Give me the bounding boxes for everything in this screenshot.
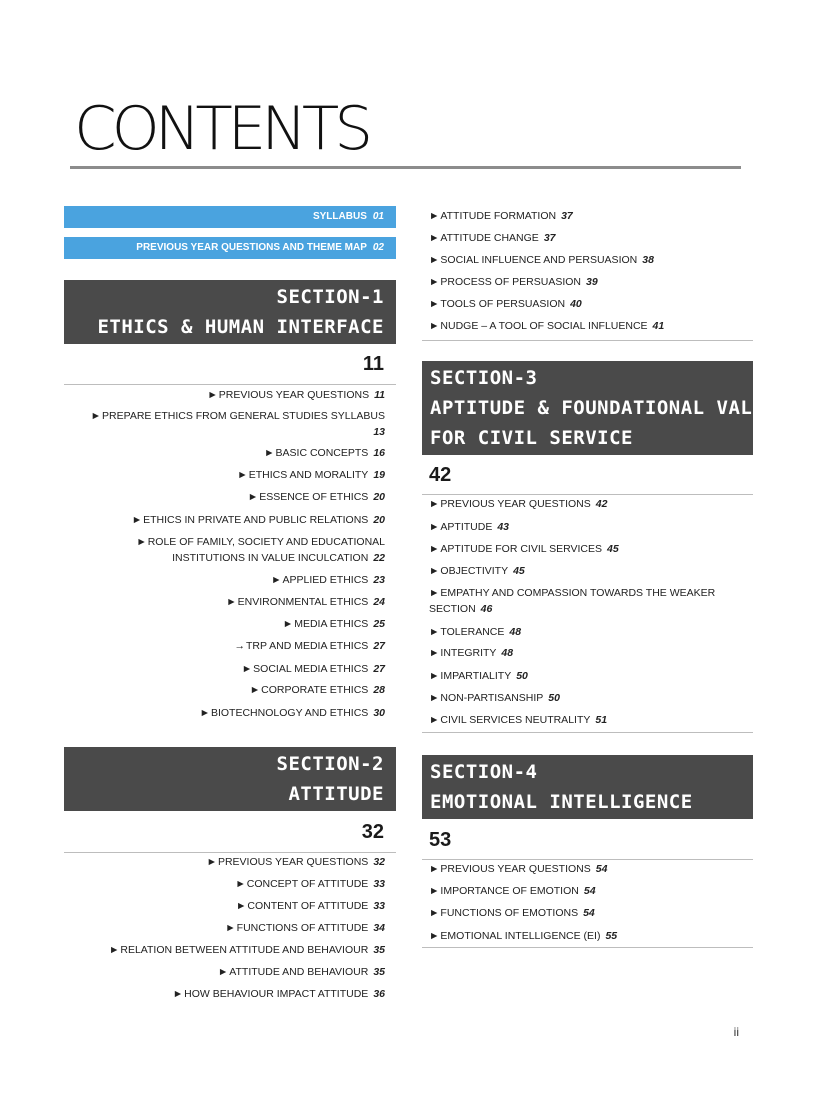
toc-entry[interactable] — [429, 645, 749, 661]
entry-page: 37 — [561, 210, 573, 222]
entry-label: TRP AND MEDIA ETHICS — [245, 640, 369, 652]
toc-entry[interactable] — [429, 563, 749, 579]
toc-entry[interactable] — [64, 661, 385, 677]
section-3-header — [422, 361, 789, 455]
entry-label: IMPORTANCE OF EMOTION — [440, 885, 579, 897]
toc-entry[interactable] — [64, 705, 385, 721]
divider — [64, 852, 396, 853]
divider — [422, 859, 753, 860]
toc-entry[interactable] — [64, 920, 385, 936]
entry-page: 35 — [373, 944, 385, 956]
entry-page: 48 — [509, 626, 522, 638]
arrow-icon: ► — [429, 885, 440, 897]
toc-entry[interactable] — [64, 964, 385, 980]
entry-page: 01 — [372, 211, 384, 222]
page-number: ii — [733, 1025, 739, 1039]
entry-label: TOOLS OF PERSUASION — [440, 298, 566, 310]
toc-entry[interactable] — [64, 467, 385, 483]
arrow-icon: ► — [429, 320, 440, 332]
toc-entry[interactable] — [64, 986, 385, 1002]
entry-page: 30 — [373, 707, 385, 719]
arrow-icon: ► — [241, 663, 253, 675]
arrow-icon: ► — [429, 626, 440, 638]
entry-page: 38 — [642, 254, 654, 266]
entry-label: CIVIL SERVICES NEUTRALITY — [440, 714, 591, 726]
arrow-icon: ► — [429, 298, 440, 310]
entry-page: 24 — [373, 596, 385, 608]
toc-entry[interactable] — [64, 854, 385, 870]
arrow-icon: ► — [429, 276, 440, 288]
entry-page: 51 — [595, 714, 608, 726]
entry-page: 43 — [497, 521, 510, 533]
entry-label: PREVIOUS YEAR QUESTIONS — [440, 863, 591, 875]
entry-label: ETHICS IN PRIVATE AND PUBLIC RELATIONS — [143, 514, 369, 526]
toc-entry[interactable] — [429, 905, 749, 921]
entry-page: 42 — [595, 498, 608, 510]
section-heading: SECTION-4 — [430, 761, 538, 783]
toc-entry[interactable] — [429, 541, 749, 557]
toc-entry[interactable] — [429, 230, 749, 246]
arrow-icon: ► — [271, 574, 282, 586]
entry-label: NUDGE – A TOOL OF SOCIAL INFLUENCE — [440, 320, 648, 332]
entry-label: CONCEPT OF ATTITUDE — [246, 878, 369, 890]
entry-page: 36 — [373, 988, 385, 1000]
arrow-icon: ► — [199, 707, 210, 719]
entry-page: 33 — [373, 878, 385, 890]
entry-label: FUNCTIONS OF ATTITUDE — [236, 922, 369, 934]
arrow-icon: ► — [264, 447, 275, 459]
divider — [422, 947, 753, 948]
toc-entry[interactable] — [64, 876, 385, 892]
arrow-icon: ► — [429, 210, 440, 222]
entry-label: SYLLABUS — [312, 211, 367, 222]
entry-label: RELATION BETWEEN ATTITUDE AND BEHAVIOUR — [120, 944, 369, 956]
toc-entry[interactable] — [64, 489, 385, 505]
toc-entry[interactable] — [64, 534, 385, 566]
section-3-page: 42 — [429, 464, 452, 486]
arrow-icon: ► — [225, 922, 236, 934]
arrow-icon: ► — [235, 878, 246, 890]
toc-entry[interactable] — [64, 594, 385, 610]
arrow-icon: ► — [429, 565, 440, 577]
entry-label: APTITUDE — [440, 521, 493, 533]
toc-entry[interactable] — [64, 898, 385, 914]
toc-entry[interactable] — [429, 318, 749, 334]
toc-entry[interactable] — [429, 668, 749, 684]
arrow-icon: ► — [429, 863, 440, 875]
arrow-icon: ► — [429, 930, 440, 942]
toc-entry[interactable] — [429, 690, 749, 706]
entry-page: 35 — [373, 966, 385, 978]
entry-label: ATTITUDE FORMATION — [440, 210, 557, 222]
entry-label-continued: SECTION — [429, 603, 476, 615]
toc-entry[interactable] — [429, 496, 749, 512]
entry-label: TOLERANCE — [440, 626, 505, 638]
divider — [422, 494, 753, 495]
arrow-icon: ► — [429, 587, 440, 599]
entry-label: ETHICS AND MORALITY — [248, 469, 369, 481]
toc-entry[interactable] — [64, 942, 385, 958]
entry-label: ENVIRONMENTAL ETHICS — [237, 596, 369, 608]
toc-entry[interactable] — [429, 712, 749, 728]
entry-label: IMPARTIALITY — [440, 670, 512, 682]
entry-page: 11 — [374, 389, 385, 401]
arrow-icon: ► — [207, 389, 218, 401]
entry-label: ROLE OF FAMILY, SOCIETY AND EDUCATIONAL — [147, 536, 385, 548]
entry-label: ESSENCE OF ETHICS — [259, 491, 369, 503]
entry-page: 33 — [373, 900, 385, 912]
toc-entry-pyq-theme-map[interactable] — [64, 237, 396, 259]
entry-label: INTEGRITY — [440, 647, 497, 659]
entry-page: 48 — [501, 647, 514, 659]
toc-entry[interactable] — [429, 585, 749, 617]
arrow-icon: ► — [429, 907, 440, 919]
entry-label: BIOTECHNOLOGY AND ETHICS — [210, 707, 369, 719]
entry-page: 32 — [373, 856, 385, 868]
arrow-icon: ► — [136, 536, 147, 548]
entry-label: PREVIOUS YEAR QUESTIONS — [217, 856, 369, 868]
entry-label: MEDIA ETHICS — [294, 618, 369, 630]
arrow-icon: ► — [429, 254, 440, 266]
toc-entry[interactable] — [64, 638, 385, 654]
toc-entry[interactable] — [429, 928, 749, 944]
toc-entry[interactable] — [429, 252, 749, 268]
entry-label: CONTENT OF ATTITUDE — [247, 900, 369, 912]
entry-page: 27 — [373, 663, 385, 675]
entry-page: 25 — [373, 618, 385, 630]
toc-entry[interactable] — [64, 445, 385, 461]
arrow-icon: ► — [249, 684, 261, 696]
toc-entry[interactable] — [64, 616, 385, 632]
entry-page: 40 — [570, 298, 582, 310]
entry-label: ATTITUDE CHANGE — [440, 232, 539, 244]
arrow-icon: ► — [172, 988, 184, 1000]
entry-page: 50 — [516, 670, 528, 682]
arrow-icon: ► — [282, 618, 294, 630]
entry-page: 46 — [480, 603, 493, 615]
entry-page: 13 — [373, 426, 385, 438]
toc-entry[interactable] — [429, 883, 749, 899]
section-subtitle: ATTITUDE — [288, 783, 384, 805]
entry-label: ATTITUDE AND BEHAVIOUR — [229, 966, 369, 978]
arrow-icon: ► — [429, 498, 440, 510]
arrow-icon: ► — [429, 692, 440, 704]
toc-entry[interactable] — [429, 274, 749, 290]
toc-entry-syllabus[interactable] — [64, 206, 396, 228]
entry-page: 54 — [583, 885, 596, 897]
entry-page: 55 — [605, 930, 618, 942]
entry-page: 02 — [372, 242, 384, 253]
section-heading: SECTION-1 — [276, 286, 384, 308]
entry-label: CORPORATE ETHICS — [261, 684, 369, 696]
section-2-header — [64, 747, 396, 811]
entry-page: 20 — [373, 491, 385, 503]
entry-page: 50 — [548, 692, 560, 704]
entry-label: PROCESS OF PERSUASION — [440, 276, 582, 288]
title-divider — [70, 166, 741, 169]
divider — [422, 732, 753, 733]
entry-label: APTITUDE FOR CIVIL SERVICES — [440, 543, 603, 555]
entry-page: 20 — [373, 514, 385, 526]
section-heading: SECTION-3 — [430, 367, 538, 389]
entry-page: 28 — [373, 684, 385, 696]
arrow-icon: ► — [429, 714, 440, 726]
entry-page: 19 — [373, 469, 385, 481]
section-subtitle: APTITUDE & FOUNDATIONAL VALUES — [430, 397, 789, 419]
entry-page: 54 — [583, 907, 595, 919]
entry-page: 41 — [652, 320, 665, 332]
entry-label: FUNCTIONS OF EMOTIONS — [440, 907, 579, 919]
entry-label: OBJECTIVITY — [440, 565, 509, 577]
section-subtitle: EMOTIONAL INTELLIGENCE — [430, 791, 693, 813]
arrow-icon: ► — [235, 900, 247, 912]
entry-label: PREVIOUS YEAR QUESTIONS — [440, 498, 591, 510]
entry-label: SOCIAL MEDIA ETHICS — [253, 663, 369, 675]
arrow-icon: ► — [108, 944, 120, 956]
section-1-header — [64, 280, 396, 344]
arrow-icon: ► — [429, 232, 440, 244]
entry-page: 39 — [586, 276, 598, 288]
section-4-page: 53 — [429, 829, 452, 851]
entry-label: PREPARE ETHICS FROM GENERAL STUDIES SYLLABUS — [102, 410, 385, 422]
toc-entry[interactable] — [429, 624, 749, 640]
section-subtitle: ETHICS & HUMAN INTERFACE — [97, 316, 384, 338]
entry-label: EMOTIONAL INTELLIGENCE (EI) — [440, 930, 601, 942]
entry-label-continued: INSTITUTIONS IN VALUE INCULCATION — [172, 552, 369, 564]
arrow-icon: ► — [131, 514, 143, 526]
entry-page: 23 — [373, 574, 385, 586]
section-subtitle-line2: FOR CIVIL SERVICE — [430, 427, 633, 449]
entry-label: EMPATHY AND COMPASSION TOWARDS THE WEAKER — [440, 587, 716, 599]
divider — [64, 384, 396, 385]
arrow-icon: ► — [226, 596, 237, 608]
entry-page: 22 — [373, 552, 385, 564]
toc-entry[interactable] — [64, 387, 385, 403]
arrow-icon: → — [234, 640, 245, 652]
entry-page: 16 — [373, 447, 385, 459]
entry-label: PREVIOUS YEAR QUESTIONS — [218, 389, 370, 401]
entry-page: 54 — [595, 863, 608, 875]
arrow-icon: ► — [429, 521, 440, 533]
arrow-icon: ► — [217, 966, 229, 978]
entry-page: 45 — [607, 543, 619, 555]
entry-label: HOW BEHAVIOUR IMPACT ATTITUDE — [184, 988, 369, 1000]
entry-page: 34 — [373, 922, 385, 934]
entry-label: PREVIOUS YEAR QUESTIONS AND THEME MAP — [136, 242, 367, 253]
divider — [422, 340, 753, 341]
toc-entry[interactable] — [64, 682, 385, 698]
arrow-icon: ► — [429, 543, 440, 555]
toc-entry[interactable] — [64, 572, 385, 588]
entry-page: 45 — [513, 565, 525, 577]
section-1-page: 11 — [362, 353, 384, 375]
entry-label: NON-PARTISANSHIP — [440, 692, 544, 704]
arrow-icon: ► — [429, 647, 440, 659]
toc-entry[interactable] — [429, 208, 749, 224]
section-2-page: 32 — [361, 821, 384, 843]
toc-entry[interactable] — [429, 296, 749, 312]
toc-entry[interactable] — [64, 408, 385, 440]
arrow-icon: ► — [206, 856, 217, 868]
section-heading: SECTION-2 — [276, 753, 384, 775]
toc-entry[interactable] — [64, 512, 385, 528]
arrow-icon: ► — [237, 469, 248, 481]
section-4-header — [422, 755, 753, 819]
arrow-icon: ► — [429, 670, 440, 682]
entry-label: BASIC CONCEPTS — [275, 447, 369, 459]
entry-label: APPLIED ETHICS — [282, 574, 369, 586]
arrow-icon: ► — [247, 491, 259, 503]
entry-label: SOCIAL INFLUENCE AND PERSUASION — [440, 254, 638, 266]
toc-entry[interactable] — [429, 519, 749, 535]
toc-entry[interactable] — [429, 861, 749, 877]
page-title: CONTENTS — [74, 94, 368, 164]
arrow-icon: ► — [90, 410, 102, 422]
entry-page: 37 — [543, 232, 556, 244]
entry-page: 27 — [373, 640, 385, 652]
